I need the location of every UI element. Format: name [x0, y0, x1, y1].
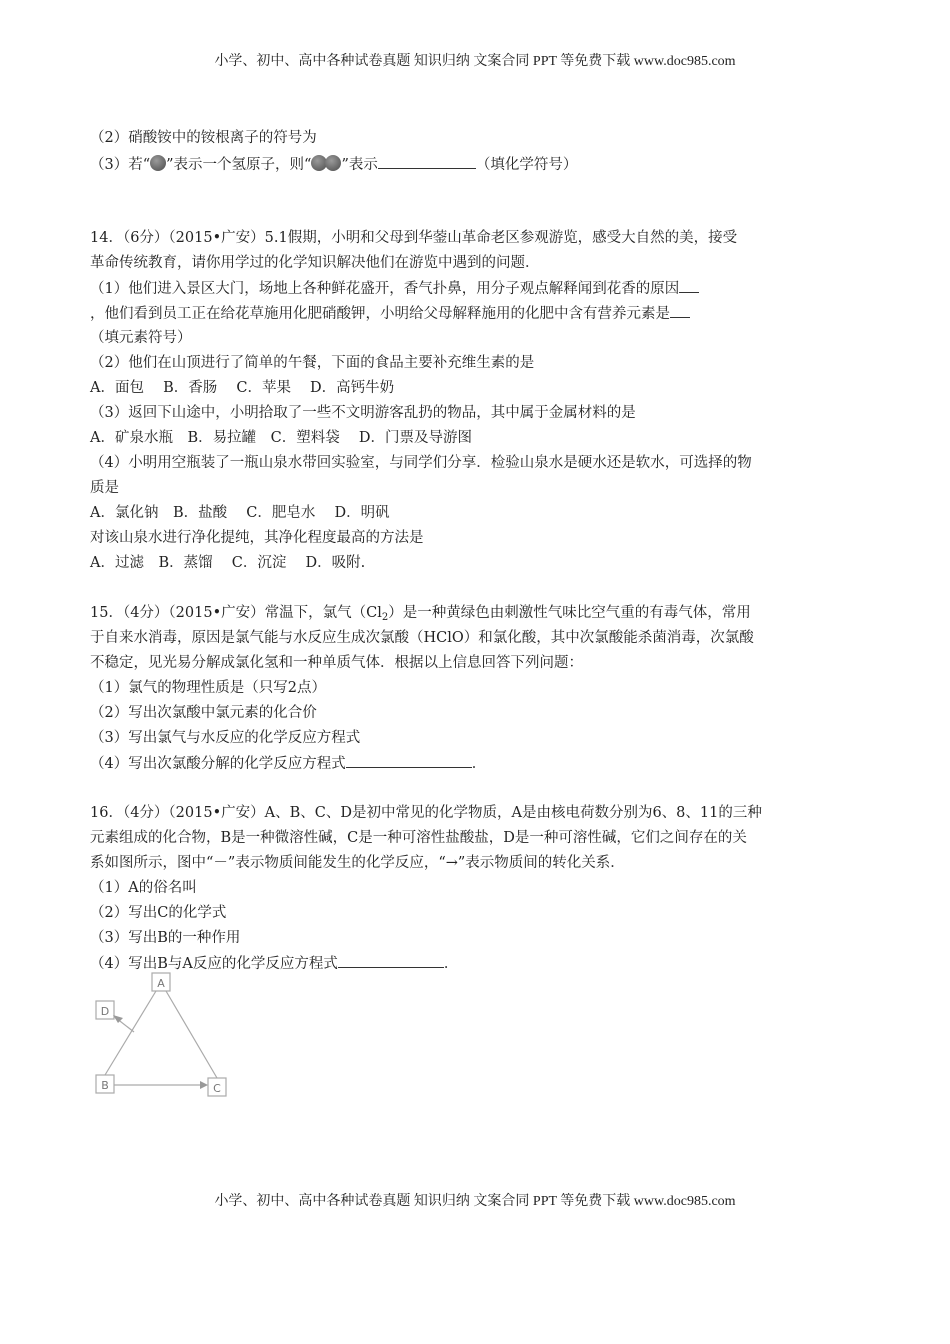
q15-part4: （4）写出次氯酸分解的化学反应方程式 ． — [90, 753, 486, 774]
node-b-label: B — [101, 1079, 109, 1092]
arrowhead-c — [200, 1081, 208, 1089]
q13-part3: （3）若“ ”表示一个氢原子，则“ ”表示 （填化学符号） — [90, 154, 577, 175]
q16-stem-2: 元素组成的化合物，B是一种微溶性碱，C是一种可溶性盐酸盐，D是一种可溶性碱，它们之间存在的关 — [90, 830, 747, 846]
q16-stem-3: 系如图所示，图中“－”表示物质间能发生的化学反应，“→”表示物质间的转化关系． — [90, 855, 625, 871]
answer-blank[interactable] — [346, 753, 472, 768]
q15-part3: （3）写出氯气与水反应的化学反应方程式 — [90, 730, 361, 746]
node-d-label: D — [100, 1005, 110, 1018]
q15-part1: （1）氯气的物理性质是（只写2点） — [90, 680, 326, 696]
answer-blank[interactable] — [679, 278, 699, 293]
q16-part1: （1）A的俗名叫 — [90, 880, 197, 896]
q16-part2: （2）写出C的化学式 — [90, 905, 227, 921]
q15-stem-1: 15．（4分）（2015•广安）常温下，氯气$(Cl_2)$是一种黄绿色由刺激性气味比空气重的有毒气体，常用 — [90, 605, 751, 623]
q14-part3-options: A．矿泉水瓶 B．易拉罐 C．塑料袋 D．门票及导游图 — [90, 430, 472, 446]
q14-part1-cont: ，他们看到员工正在给花草施用化肥硝酸钾，小明给父母解释施用的化肥中含有营养元素是 — [90, 303, 690, 324]
hydrogen-atom-icon — [150, 155, 166, 171]
answer-blank[interactable] — [338, 953, 444, 968]
q15-part2: （2）写出次氯酸中氯元素的化合价 — [90, 705, 317, 721]
q14-part2-options: A．面包 B．香肠 C．苹果 D．高钙牛奶 — [90, 380, 395, 396]
q13-part2: （2）硝酸铵中的铵根离子的符号为 — [90, 130, 317, 146]
hydrogen-atom-icon — [325, 155, 341, 171]
page-header: 小学、初中、高中各种试卷真题 知识归纳 文案合同 PPT 等免费下载 www.doc985.com — [214, 54, 736, 69]
q16-part4: （4）写出B与A反应的化学反应方程式 ． — [90, 953, 458, 974]
edge-a-c — [166, 991, 217, 1078]
answer-blank[interactable] — [378, 154, 476, 169]
q14-part4: （4）小明用空瓶装了一瓶山泉水带回实验室，与同学们分享．检验山泉水是硬水还是软水，可选择的物 — [90, 455, 752, 471]
q14-part4b: 对该山泉水进行净化提纯，其净化程度最高的方法是 — [90, 530, 424, 546]
node-a-label: A — [157, 977, 165, 990]
q16-stem-1: 16．（4分）（2015•广安）A、B、C、D是初中常见的化学物质，A是由核电荷数分别为6、8、11的三种 — [90, 805, 762, 821]
relation-diagram — [90, 970, 240, 1100]
q14-part4-cont: 质是 — [90, 480, 119, 496]
q14-stem-1: 14．（6分）（2015•广安）5.1假期，小明和父母到华蓥山革命老区参观游览，感受大自然的美，接受 — [90, 230, 738, 246]
page-footer: 小学、初中、高中各种试卷真题 知识归纳 文案合同 PPT 等免费下载 www.doc985.com — [214, 1194, 736, 1209]
q14-part3: （3）返回下山途中，小明拾取了一些不文明游客乱扔的物品，其中属于金属材料的是 — [90, 405, 636, 421]
node-c-label: C — [213, 1082, 221, 1095]
q16-part3: （3）写出B的一种作用 — [90, 930, 241, 946]
answer-blank[interactable] — [670, 303, 690, 318]
q14-part4b-options: A．过滤 B．蒸馏 C．沉淀 D．吸附. — [90, 555, 366, 571]
q14-part2: （2）他们在山顶进行了简单的午餐，下面的食品主要补充维生素的是 — [90, 355, 535, 371]
q14-stem-2: 革命传统教育，请你用学过的化学知识解决他们在游览中遇到的问题． — [90, 255, 540, 271]
q14-part1: （1）他们进入景区大门，场地上各种鲜花盛开，香气扑鼻，用分子观点解释闻到花香的原因 — [90, 278, 699, 299]
q15-stem-3: 不稳定，见光易分解成氯化氢和一种单质气体．根据以上信息回答下列问题： — [90, 655, 583, 671]
q14-part4-options: A．氯化钠 B．盐酸 C．肥皂水 D．明矾 — [90, 505, 390, 521]
q14-part1-note: （填元素符号） — [90, 330, 192, 346]
q15-stem-2: 于自来水消毒，原因是氯气能与水反应生成次氯酸（HClO）和氯化酸，其中次氯酸能杀菌消毒，次氯酸 — [90, 630, 754, 646]
